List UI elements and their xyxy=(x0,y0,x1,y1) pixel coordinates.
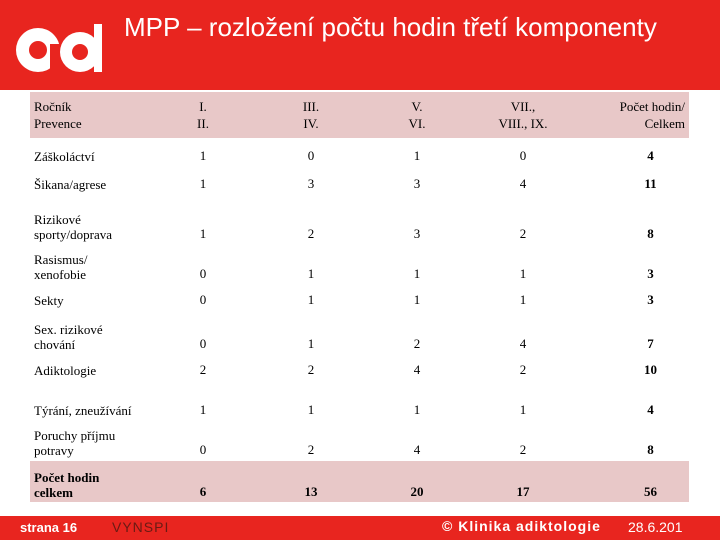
table-row xyxy=(30,166,689,194)
total-row-label: Počet hodin celkem xyxy=(30,460,148,502)
header-cell-grade-7-9: VII., VIII., IX. xyxy=(470,92,576,138)
row-total: 8 xyxy=(576,194,689,244)
row-value: 1 xyxy=(470,244,576,284)
row-total: 4 xyxy=(576,138,689,166)
row-value: 2 xyxy=(470,420,576,460)
row-value: 1 xyxy=(364,244,470,284)
row-value: 2 xyxy=(258,194,364,244)
total-row-value: 6 xyxy=(148,460,258,502)
table-row xyxy=(30,420,689,460)
row-value: 0 xyxy=(258,138,364,166)
page-number: strana 16 xyxy=(20,520,78,535)
row-label: Šikana/agrese xyxy=(30,166,148,194)
row-value: 1 xyxy=(470,284,576,310)
date-label: 28.6.201 xyxy=(628,519,683,535)
row-value: 4 xyxy=(470,166,576,194)
row-value: 1 xyxy=(258,380,364,420)
slide-header xyxy=(0,0,720,90)
total-row-value: 17 xyxy=(470,460,576,502)
table-row xyxy=(30,354,689,380)
row-value: 0 xyxy=(148,310,258,354)
row-value: 1 xyxy=(364,138,470,166)
row-value: 4 xyxy=(364,420,470,460)
header-cell-grade-5-6: V. VI. xyxy=(364,92,470,138)
row-label: Adiktologie xyxy=(30,354,148,380)
row-total: 3 xyxy=(576,244,689,284)
row-value: 1 xyxy=(258,284,364,310)
header-cell-grade-3-4: III. IV. xyxy=(258,92,364,138)
total-row-value: 13 xyxy=(258,460,364,502)
slide-title: MPP – rozložení počtu hodin třetí komponenty xyxy=(124,12,657,42)
header-cell-total: Počet hodin/ Celkem xyxy=(576,92,689,138)
table-row xyxy=(30,194,689,244)
row-label: Rasismus/ xenofobie xyxy=(30,244,148,284)
row-value: 1 xyxy=(364,380,470,420)
row-value: 1 xyxy=(148,166,258,194)
row-total: 10 xyxy=(576,354,689,380)
row-value: 2 xyxy=(364,310,470,354)
row-value: 1 xyxy=(148,194,258,244)
table-row xyxy=(30,310,689,354)
row-value: 0 xyxy=(148,244,258,284)
row-total: 8 xyxy=(576,420,689,460)
row-value: 2 xyxy=(258,354,364,380)
row-value: 1 xyxy=(470,380,576,420)
row-value: 4 xyxy=(364,354,470,380)
row-value: 3 xyxy=(258,166,364,194)
header-cell-grade-1-2: I. II. xyxy=(148,92,258,138)
table-row xyxy=(30,284,689,310)
row-value: 0 xyxy=(470,138,576,166)
row-value: 1 xyxy=(364,284,470,310)
slide-footer xyxy=(0,516,720,540)
ad-logo-icon xyxy=(14,18,104,78)
row-total: 7 xyxy=(576,310,689,354)
row-value: 1 xyxy=(258,310,364,354)
row-label: Poruchy příjmu potravy xyxy=(30,420,148,460)
row-total: 11 xyxy=(576,166,689,194)
org-label: VYNSPI xyxy=(112,519,170,535)
total-row-grand-total: 56 xyxy=(576,460,689,502)
row-label: Sekty xyxy=(30,284,148,310)
row-value: 0 xyxy=(148,284,258,310)
row-value: 3 xyxy=(364,166,470,194)
row-value: 2 xyxy=(148,354,258,380)
row-value: 1 xyxy=(148,380,258,420)
header-cell-prevence: Ročník Prevence xyxy=(30,92,148,138)
row-value: 2 xyxy=(258,420,364,460)
table-row xyxy=(30,138,689,166)
row-value: 4 xyxy=(470,310,576,354)
hours-table xyxy=(30,92,689,503)
total-row-value: 20 xyxy=(364,460,470,502)
table-row xyxy=(30,244,689,284)
row-total: 3 xyxy=(576,284,689,310)
row-label: Rizikové sporty/doprava xyxy=(30,194,148,244)
row-total: 4 xyxy=(576,380,689,420)
row-value: 3 xyxy=(364,194,470,244)
row-value: 0 xyxy=(148,420,258,460)
row-value: 2 xyxy=(470,354,576,380)
row-label: Záškoláctví xyxy=(30,138,148,166)
clinic-label: © Klinika adiktologie xyxy=(442,518,601,534)
row-value: 1 xyxy=(148,138,258,166)
table-header-row xyxy=(30,92,689,138)
row-label: Týrání, zneužívání xyxy=(30,380,148,420)
row-label: Sex. rizikové chování xyxy=(30,310,148,354)
row-value: 1 xyxy=(258,244,364,284)
row-value: 2 xyxy=(470,194,576,244)
table-row xyxy=(30,380,689,420)
table-total-row xyxy=(30,460,689,502)
